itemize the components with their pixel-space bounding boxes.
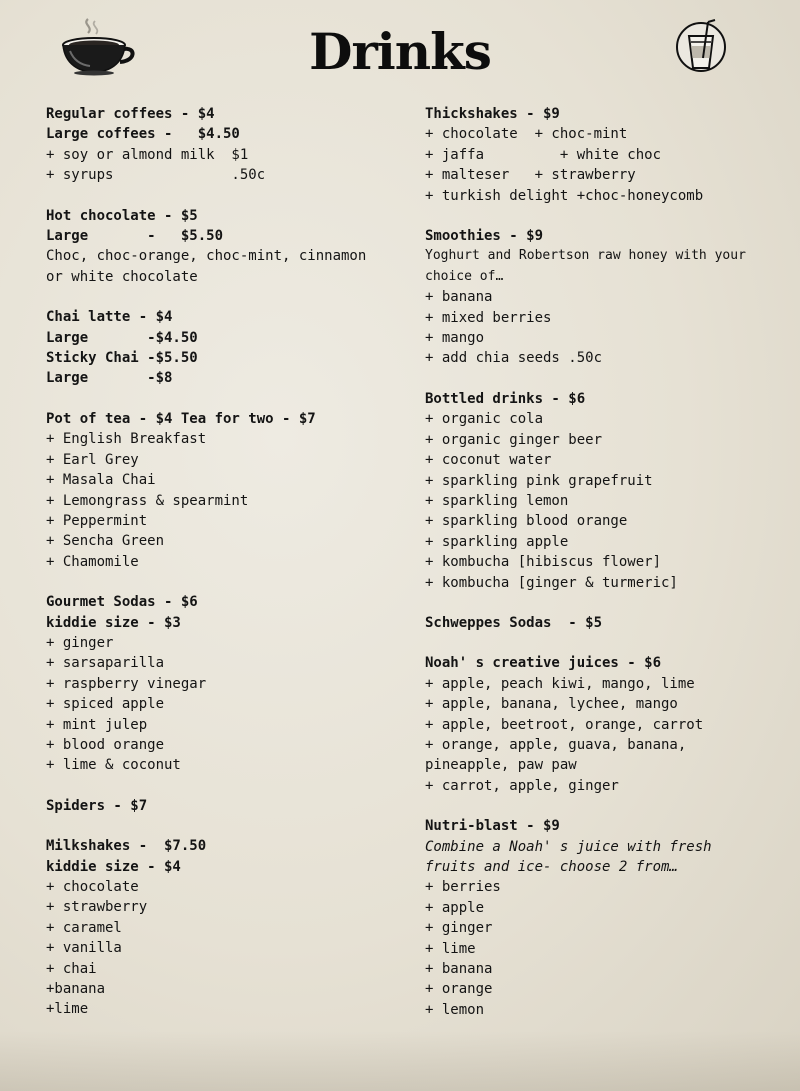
- menu-line: + lime: [425, 940, 476, 957]
- section-heading: Sticky Chai -$5.50: [46, 350, 198, 367]
- menu-line: + coconut water: [425, 452, 552, 469]
- menu-line: or white chocolate: [46, 268, 198, 285]
- menu-line: + syrups .50c: [46, 167, 266, 184]
- section-heading: Smoothies - $9: [425, 228, 544, 245]
- menu-line: + berries: [425, 879, 501, 896]
- menu-line: + jaffa + white choc: [425, 146, 662, 163]
- menu-line: + ginger: [425, 920, 493, 937]
- menu-line: + kombucha [hibiscus flower]: [425, 554, 662, 571]
- menu-line: + Sencha Green: [46, 533, 165, 550]
- menu-line: + Chamomile: [46, 553, 139, 570]
- section-heading: kiddie size - $3: [46, 614, 181, 631]
- drink-glass-with-straw-icon: [675, 18, 727, 74]
- menu-line: + add chia seeds .50c: [425, 350, 603, 367]
- menu-line: + banana: [425, 961, 493, 978]
- section-heading: Milkshakes - $7.50: [46, 838, 207, 855]
- menu-line: + Lemongrass & spearmint: [46, 492, 249, 509]
- section-heading: Noah' s creative juices - $6: [425, 655, 662, 672]
- section-heading: kiddie size - $4: [46, 858, 181, 875]
- section-heading: Gourmet Sodas - $6: [46, 594, 198, 611]
- menu-line: Yoghurt and Robertson raw honey with your: [425, 248, 746, 264]
- menu-line: + lemon: [425, 1001, 485, 1018]
- menu-line: + apple, banana, lychee, mango: [425, 696, 678, 713]
- menu-line: + Earl Grey: [46, 451, 139, 468]
- section-heading: Regular coffees - $4: [46, 106, 215, 122]
- menu-line: + vanilla: [46, 940, 122, 957]
- section-milkshakes: [46, 836, 396, 1020]
- menu-line: + sparkling blood orange: [425, 513, 628, 530]
- menu-line: + apple, peach kiwi, mango, lime: [425, 675, 695, 692]
- menu-line: + orange, apple, guava, banana,: [425, 736, 687, 753]
- menu-line: + sparkling lemon: [425, 492, 569, 509]
- section-heading: Hot chocolate - $5: [46, 207, 198, 224]
- menu-line: + carrot, apple, ginger: [425, 777, 619, 794]
- menu-line: + organic cola: [425, 411, 544, 428]
- menu-line: + English Breakfast: [46, 431, 207, 448]
- menu-line: + caramel: [46, 919, 122, 936]
- menu-line: + mango: [425, 330, 485, 347]
- menu-line: + sarsaparilla: [46, 655, 165, 672]
- section-heading: Large - $5.50: [46, 228, 224, 245]
- menu-line: + lime & coconut: [46, 757, 181, 774]
- menu-line: + turkish delight +choc-honeycomb: [425, 187, 704, 204]
- section-coffees: [46, 104, 396, 186]
- menu-line: pineapple, paw paw: [425, 757, 577, 774]
- section-schweppes: [425, 613, 785, 633]
- menu-line: Choc, choc-orange, choc-mint, cinnamon: [46, 248, 367, 265]
- menu-line: +banana: [46, 981, 106, 998]
- menu-line: + malteser + strawberry: [425, 167, 636, 184]
- menu-line: + orange: [425, 981, 493, 998]
- section-chai: [46, 307, 396, 389]
- menu-line: +lime: [46, 1001, 89, 1018]
- section-gourmet-sodas: [46, 592, 396, 776]
- menu-line: + strawberry: [46, 899, 148, 916]
- section-heading: Large -$8: [46, 370, 173, 387]
- menu-line: + Masala Chai: [46, 472, 156, 489]
- menu-line: + blood orange: [46, 736, 165, 753]
- menu-line: + raspberry vinegar: [46, 675, 207, 692]
- section-heading: Large coffees - $4.50: [46, 126, 240, 143]
- section-nutri-blast: [425, 816, 785, 1020]
- menu-line: + organic ginger beer: [425, 431, 603, 448]
- menu-line: + sparkling apple: [425, 533, 569, 550]
- section-heading: Nutri-blast - $9: [425, 818, 560, 835]
- menu-line: choice of…: [425, 268, 504, 284]
- section-smoothies: [425, 226, 785, 369]
- section-hot-chocolate: [46, 206, 396, 288]
- menu-line: + kombucha [ginger & turmeric]: [425, 574, 678, 591]
- left-column: [46, 104, 396, 1040]
- page-title: Drinks: [309, 22, 491, 81]
- menu-line: + chai: [46, 960, 97, 977]
- section-spiders: [46, 796, 396, 816]
- section-heading: Spiders - $7: [46, 797, 148, 814]
- section-tea: [46, 409, 396, 572]
- menu-line: + sparkling pink grapefruit: [425, 472, 653, 489]
- section-heading: Chai latte - $4: [46, 309, 173, 326]
- section-thickshakes: [425, 104, 785, 206]
- section-heading: Large -$4.50: [46, 329, 198, 346]
- menu-line: + apple: [425, 899, 485, 916]
- section-heading: Schweppes Sodas - $5: [425, 614, 603, 631]
- menu-line: + apple, beetroot, orange, carrot: [425, 716, 704, 733]
- menu-line: + soy or almond milk $1: [46, 146, 249, 163]
- menu-line: + chocolate: [46, 879, 139, 895]
- menu-line: + spiced apple: [46, 696, 165, 713]
- right-column: [425, 104, 785, 1040]
- section-heading: Bottled drinks - $6: [425, 390, 586, 407]
- menu-line: + chocolate + choc-mint: [425, 126, 628, 143]
- section-creative-juices: [425, 653, 785, 796]
- menu-line: Combine a Noah' s juice with fresh: [425, 838, 712, 855]
- menu-line: + banana: [425, 289, 493, 306]
- section-bottled-drinks: [425, 389, 785, 593]
- menu-line: + mixed berries: [425, 309, 552, 326]
- menu-line: + ginger: [46, 634, 114, 651]
- menu-line: fruits and ice- choose 2 from…: [425, 859, 678, 875]
- section-heading: Thickshakes - $9: [425, 106, 560, 122]
- menu-line: + Peppermint: [46, 512, 148, 529]
- section-heading: Pot of tea - $4 Tea for two - $7: [46, 410, 316, 427]
- menu-line: + mint julep: [46, 716, 148, 733]
